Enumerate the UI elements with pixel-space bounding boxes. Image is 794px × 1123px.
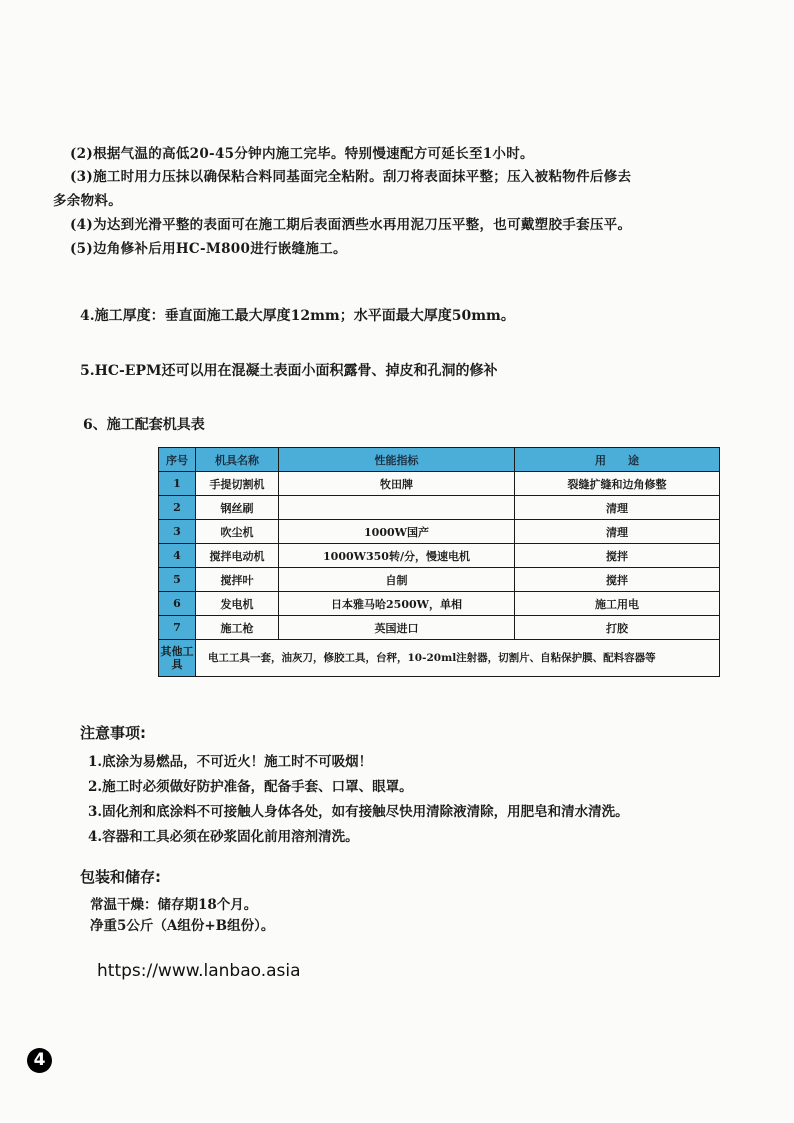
other-tools-label: 其他工具	[159, 640, 196, 677]
row-name: 钢丝刷	[196, 496, 279, 520]
row-spec: 日本雅马哈2500W，单相	[279, 592, 515, 616]
row-name: 搅拌电动机	[196, 544, 279, 568]
step-3-continued: 多余物料。	[53, 193, 122, 209]
row-name: 吹尘机	[196, 520, 279, 544]
row-spec: 1000W350转/分，慢速电机	[279, 544, 515, 568]
table-row	[159, 568, 720, 592]
thickness-section: 4.施工厚度：垂直面施工最大厚度12mm；水平面最大厚度50mm。	[80, 308, 515, 324]
row-name: 手提切割机	[196, 472, 279, 496]
table-row	[159, 544, 720, 568]
step-3: (3)施工时用力压抹以确保粘合料同基面完全粘附。刮刀将表面抹平整；压入被粘物件后修去	[70, 169, 632, 185]
row-use: 清理	[515, 520, 720, 544]
tools-table	[158, 447, 720, 677]
other-tools-text: 电工工具一套，油灰刀，修胶工具，台秤，10-20ml注射器，切割片、自粘保护膜、配料容器等	[196, 640, 720, 677]
page-number-badge: 4	[27, 1048, 52, 1073]
header-no: 序号	[159, 448, 196, 472]
row-no: 4	[159, 544, 196, 568]
packaging-item: 常温干燥：储存期18个月。	[90, 897, 258, 913]
row-use: 打胶	[515, 616, 720, 640]
packaging-item: 净重5公斤（A组份+B组份）。	[90, 918, 275, 934]
row-no: 6	[159, 592, 196, 616]
notes-title: 注意事项:	[80, 724, 146, 742]
row-use: 清理	[515, 496, 720, 520]
table-row	[159, 616, 720, 640]
row-no: 1	[159, 472, 196, 496]
table-row	[159, 592, 720, 616]
row-spec: 牧田牌	[279, 472, 515, 496]
row-name: 搅拌叶	[196, 568, 279, 592]
row-spec	[279, 496, 515, 520]
row-spec: 自制	[279, 568, 515, 592]
row-no: 2	[159, 496, 196, 520]
website-url: https://www.lanbao.asia	[97, 961, 301, 981]
other-tools-row	[159, 640, 720, 677]
row-use: 裂缝扩缝和边角修整	[515, 472, 720, 496]
row-spec: 英国进口	[279, 616, 515, 640]
row-name: 施工枪	[196, 616, 279, 640]
row-name: 发电机	[196, 592, 279, 616]
table-header-row	[159, 448, 720, 472]
note-item: 2.施工时必须做好防护准备，配备手套、口罩、眼罩。	[88, 779, 413, 795]
packaging-title: 包装和储存:	[80, 868, 161, 886]
note-item: 3.固化剂和底涂料不可接触人身体各处，如有接触尽快用清除液清除，用肥皂和清水清洗。	[88, 804, 629, 820]
header-spec: 性能指标	[279, 448, 515, 472]
row-use: 搅拌	[515, 544, 720, 568]
row-spec: 1000W国产	[279, 520, 515, 544]
step-4: (4)为达到光滑平整的表面可在施工期后表面洒些水再用泥刀压平整，也可戴塑胶手套压平。	[70, 217, 632, 233]
row-use: 搅拌	[515, 568, 720, 592]
usage-section: 5.HC-EPM还可以用在混凝土表面小面积露骨、掉皮和孔洞的修补	[80, 363, 498, 379]
table-row	[159, 520, 720, 544]
table-row	[159, 496, 720, 520]
row-use: 施工用电	[515, 592, 720, 616]
header-name: 机具名称	[196, 448, 279, 472]
header-use: 用 途	[515, 448, 720, 472]
step-2: (2)根据气温的高低20-45分钟内施工完毕。特别慢速配方可延长至1小时。	[70, 146, 534, 162]
tools-table-title: 6、施工配套机具表	[83, 417, 205, 433]
note-item: 1.底涂为易燃品，不可近火！施工时不可吸烟！	[88, 754, 373, 770]
step-5: (5)边角修补后用HC-M800进行嵌缝施工。	[70, 241, 347, 257]
row-no: 3	[159, 520, 196, 544]
note-item: 4.容器和工具必须在砂浆固化前用溶剂清洗。	[88, 829, 359, 845]
row-no: 5	[159, 568, 196, 592]
table-row	[159, 472, 720, 496]
row-no: 7	[159, 616, 196, 640]
